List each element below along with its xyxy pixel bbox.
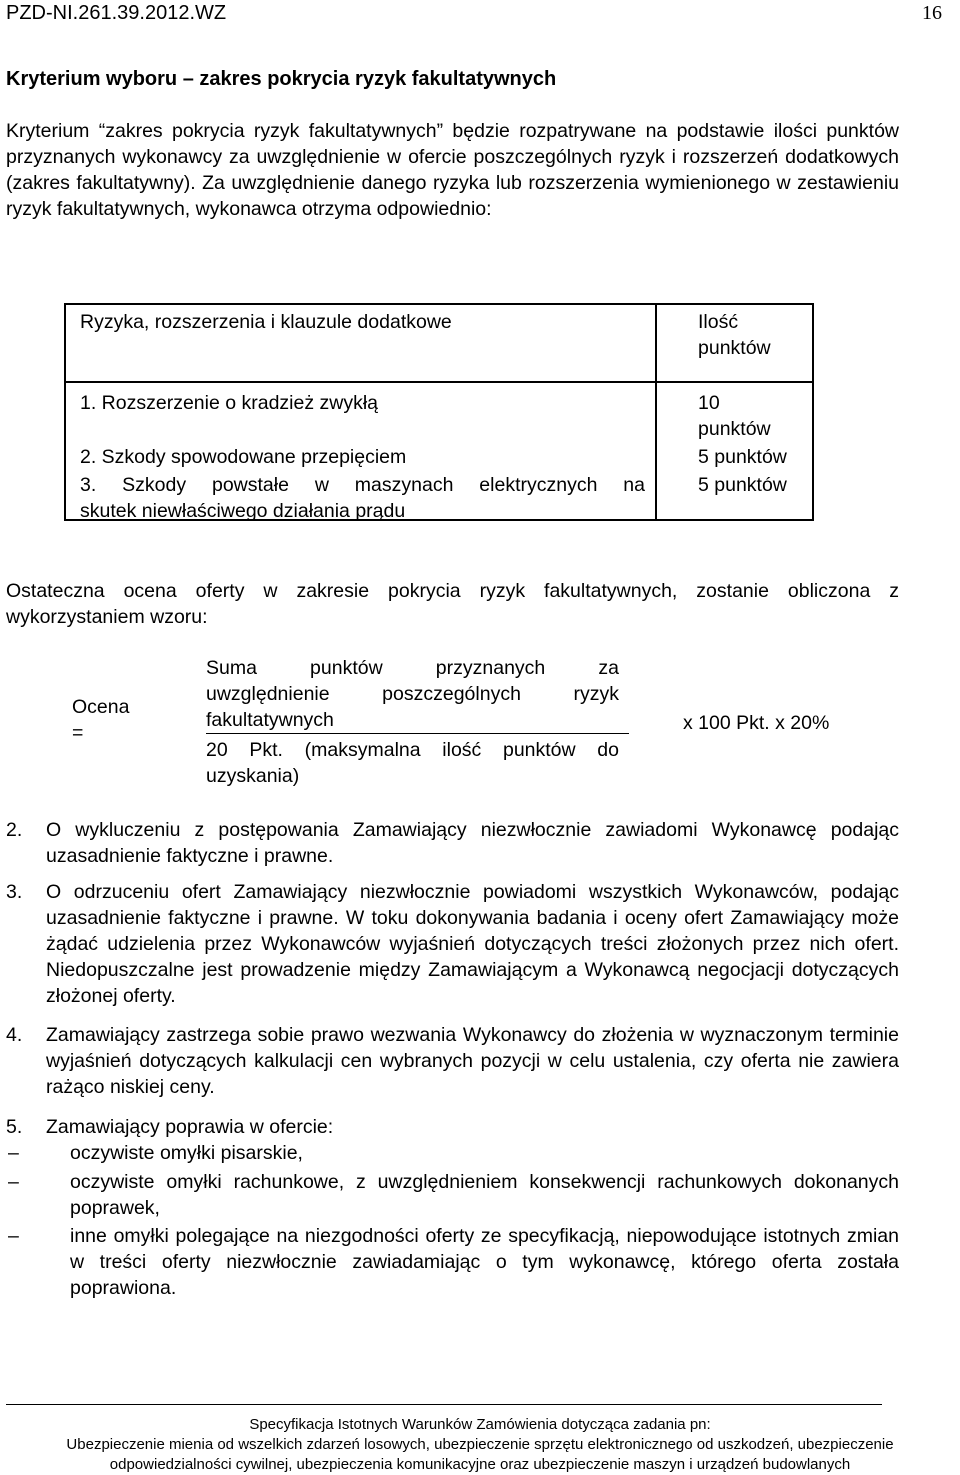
list-item-number: 5.	[6, 1116, 23, 1138]
dash-bullet-icon: –	[8, 1171, 19, 1193]
list-item	[6, 1022, 899, 1100]
final-score-paragraph: Ostateczna ocena oferty w zakresie pokrycia ryzyk fakultatywnych, zostanie obliczona z wykorzystaniem wzoru:	[6, 580, 899, 628]
list-item-text: Zamawiający poprawia w ofercie:	[46, 1116, 334, 1138]
formula-label: Ocena =	[72, 696, 130, 744]
bullet-item: inne omyłki polegające na niezgodności oferty ze specyfikacją, niepowodujące istotnych zmian w treści oferty niezwłocznie zawiadamiając o tym wykonawcę, którego oferta została poprawiona.	[70, 1225, 899, 1299]
table-column-divider	[655, 305, 657, 519]
page-number: 16	[922, 2, 942, 24]
formula-multiplier: x 100 Pkt. x 20%	[683, 712, 830, 734]
table-row-risk: 2. Szkody spowodowane przepięciem	[80, 446, 407, 468]
fraction-bar	[206, 733, 629, 734]
dash-bullet-icon: –	[8, 1142, 19, 1164]
dash-bullet-icon: –	[8, 1225, 19, 1247]
footer-divider	[6, 1404, 882, 1405]
list-item-text: O odrzuceniu ofert Zamawiający niezwłocznie powiadomi wszystkich Wykonawców, podając uzasadnienie faktyczne i prawne. W toku dokonywania badania i oceny ofert Zamawiający może żądać udzielenia przez Wykonawców wyjaśnień dotyczących treści złożonych przez nich ofert. Niedopuszczalne jest prowadzenie między Zamawiającym a Wykonawcą negocjacji dotyczących złożonej oferty.	[46, 881, 899, 1007]
formula-numerator: Suma punktów przyznanych za uwzględnienie poszczególnych ryzyk fakultatywnych	[206, 657, 619, 731]
list-item-text: Zamawiający zastrzega sobie prawo wezwania Wykonawcy do złożenia w wyznaczonym terminie wyjaśnień dotyczących kalkulacji cen wybranych pozycji w celu ustalenia, czy oferta nie zawiera rażąco niskiej ceny.	[46, 1024, 899, 1098]
section-heading: Kryterium wyboru – zakres pokrycia ryzyk fakultatywnych	[6, 68, 557, 90]
list-item	[6, 817, 899, 869]
document-reference: PZD-NI.261.39.2012.WZ	[6, 2, 227, 24]
list-item-number: 2.	[6, 819, 23, 841]
list-item	[6, 1114, 899, 1140]
page-footer: Specyfikacja Istotnych Warunków Zamówienia dotycząca zadania pn: Ubezpieczenie mienia od wszelkich zdarzeń losowych, ubezpieczenie sprzętu elektronicznego od uszkodzeń, ubezpieczenie odpowiedzialności cywilnej, ubezpieczenia komunikacyjne oraz ubezpieczenie maszyn i urządzeń budowlanych	[66, 1416, 894, 1473]
points-table	[64, 303, 814, 521]
table-row-risk: 3. Szkody powstałe w maszynach elektrycznych na skutek niewłaściwego działania prądu	[80, 474, 645, 522]
list-item-number: 3.	[6, 881, 23, 903]
formula-denominator: 20 Pkt. (maksymalna ilość punktów do uzyskania)	[206, 739, 619, 787]
table-header-risks: Ryzyka, rozszerzenia i klauzule dodatkowe	[80, 311, 452, 333]
table-header-divider	[66, 381, 812, 383]
list-item-text: O wykluczeniu z postępowania Zamawiający niezwłocznie zawiadomi Wykonawcę podając uzasadnienie faktyczne i prawne.	[46, 819, 899, 867]
list-item	[6, 879, 899, 1009]
intro-paragraph: Kryterium “zakres pokrycia ryzyk fakultatywnych” będzie rozpatrywane na podstawie ilości punktów przyznanych wykonawcy za uwzględnienie w ofercie poszczególnych ryzyk i rozszerzeń dodatkowych (zakres fakultatywny). Za uwzględnienie danego ryzyka lub rozszerzenia wymienionego w zestawieniu ryzyk fakultatywnych, wykonawca otrzyma odpowiednio:	[6, 120, 899, 220]
list-item-number: 4.	[6, 1024, 23, 1046]
bullet-item: oczywiste omyłki rachunkowe, z uwzględnieniem konsekwencji rachunkowych dokonanych poprawek,	[70, 1171, 899, 1219]
bullet-item: oczywiste omyłki pisarskie,	[70, 1142, 303, 1164]
table-header-points: Ilość punktów	[698, 311, 771, 359]
table-row-points: 10 punktów	[698, 392, 771, 440]
table-row-points: 5 punktów	[698, 446, 787, 468]
table-row-points: 5 punktów	[698, 474, 787, 496]
table-row-risk: 1. Rozszerzenie o kradzież zwykłą	[80, 392, 379, 414]
